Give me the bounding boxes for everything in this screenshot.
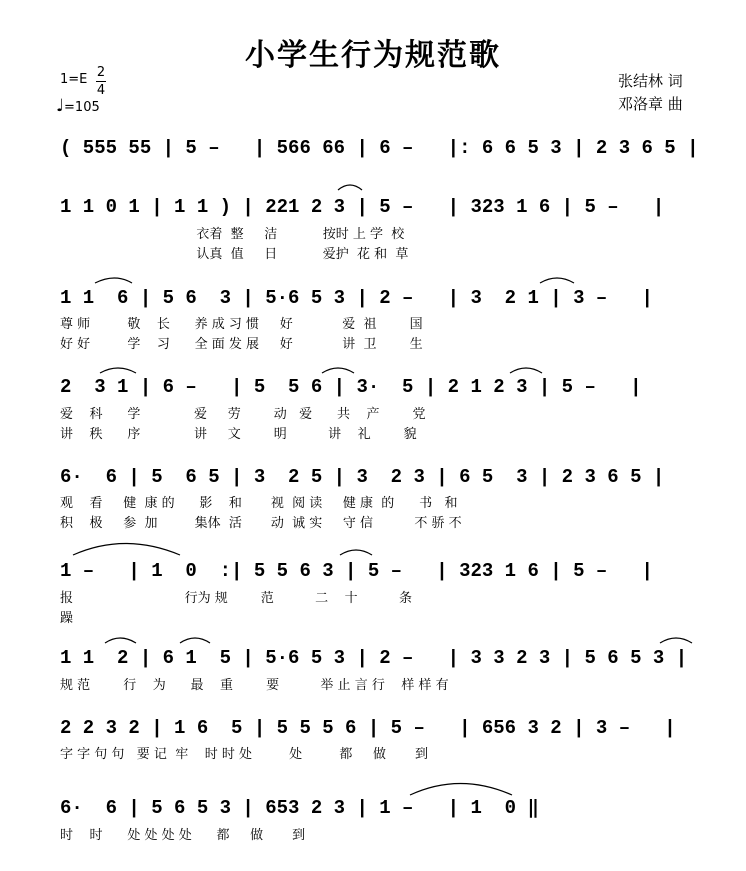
lyric-row-5-verse-1: 观 看 健 康 的 影 和 视 阅 读 健 康 的 书 和 — [60, 496, 458, 511]
lyricist-credit: 张结林 词 — [618, 72, 683, 90]
slur-mark — [540, 278, 574, 283]
song-title: 小学生行为规范歌 — [245, 38, 501, 73]
slur-mark — [100, 368, 136, 373]
tempo-value: =105 — [64, 100, 100, 115]
slur-mark — [95, 278, 132, 283]
lyric-row-4-verse-2: 讲 秩 序 讲 文 明 讲 礼 貌 — [60, 427, 417, 442]
time-signature-top: 2 — [96, 65, 106, 80]
slur-mark — [105, 638, 136, 643]
key-label: 1=E — [60, 72, 88, 87]
phrase-slur — [410, 784, 512, 796]
notation-row-4: 2 3 1 | 6 – | 5 5 6 | 3· 5 | 2 1 2 3 | 5 – | — [60, 376, 642, 398]
time-signature-bottom: 4 — [96, 83, 106, 98]
lyric-row-5-verse-2: 积 极 参 加 集体 活 动 诚 实 守 信 不 骄 不 — [60, 516, 462, 531]
slur-mark — [322, 368, 354, 373]
notation-row-1: ( 555 55 | 5 – | 566 66 | 6 – |: 6 6 5 3 | 2 3 6 5 | — [60, 137, 699, 159]
phrase-slur — [73, 544, 180, 556]
notation-row-2: 1 1 0 1 | 1 1 ) | 221 2 3 | 5 – | 323 1 6 | 5 – | — [60, 196, 665, 218]
lyric-row-8-verse-1: 字 字 句 句 要 记 牢 时 时 处 处 都 做 到 — [60, 747, 428, 762]
notation-row-9: 6· 6 | 5 6 5 3 | 653 2 3 | 1 – | 1 0 ‖ — [60, 797, 539, 819]
slur-mark — [340, 550, 372, 555]
slur-mark — [510, 368, 542, 373]
slur-mark — [660, 638, 692, 643]
notation-row-3: 1 1 6 | 5 6 3 | 5·6 5 3 | 2 – | 3 2 1 | 3 – | — [60, 287, 653, 309]
notation-row-7: 1 1 2 | 6 1 5 | 5·6 5 3 | 2 – | 3 3 2 3 | 5 6 5 3 | — [60, 647, 688, 669]
composer-credit: 邓洛章 曲 — [618, 95, 683, 113]
lyric-row-2-verse-2: 认真 值 日 爱护 花 和 草 — [60, 247, 409, 262]
quarter-note-icon: ♩ — [56, 96, 65, 116]
lyric-row-4-verse-1: 爱 科 学 爱 劳 动 爱 共 产 党 — [60, 407, 426, 422]
lyric-row-3-verse-2: 好 好 学 习 全 面 发 展 好 讲 卫 生 — [60, 337, 423, 352]
notation-row-5: 6· 6 | 5 6 5 | 3 2 5 | 3 2 3 | 6 5 3 | 2 3 6 5 | — [60, 466, 665, 488]
lyric-row-6-verse-1: 报 行为 规 范 二 十 条 — [60, 591, 412, 606]
lyric-row-2-verse-1: 衣着 整 洁 按时 上 学 校 — [60, 227, 405, 242]
lyric-row-7-verse-1: 规 范 行 为 最 重 要 举 止 言 行 样 样 有 — [60, 678, 449, 693]
lyric-row-6-verse-2: 躁 — [60, 611, 74, 626]
slur-mark — [180, 638, 210, 643]
slur-mark — [338, 185, 362, 190]
notation-row-6: 1 – | 1 0 :| 5 5 6 3 | 5 – | 323 1 6 | 5 – | — [60, 560, 653, 582]
lyric-row-9-verse-1: 时 时 处 处 处 处 都 做 到 — [60, 828, 306, 843]
notation-row-8: 2 2 3 2 | 1 6 5 | 5 5 5 6 | 5 – | 656 3 2 | 3 – | — [60, 717, 676, 739]
lyric-row-3-verse-1: 尊 师 敬 长 养 成 习 惯 好 爱 祖 国 — [60, 317, 423, 332]
